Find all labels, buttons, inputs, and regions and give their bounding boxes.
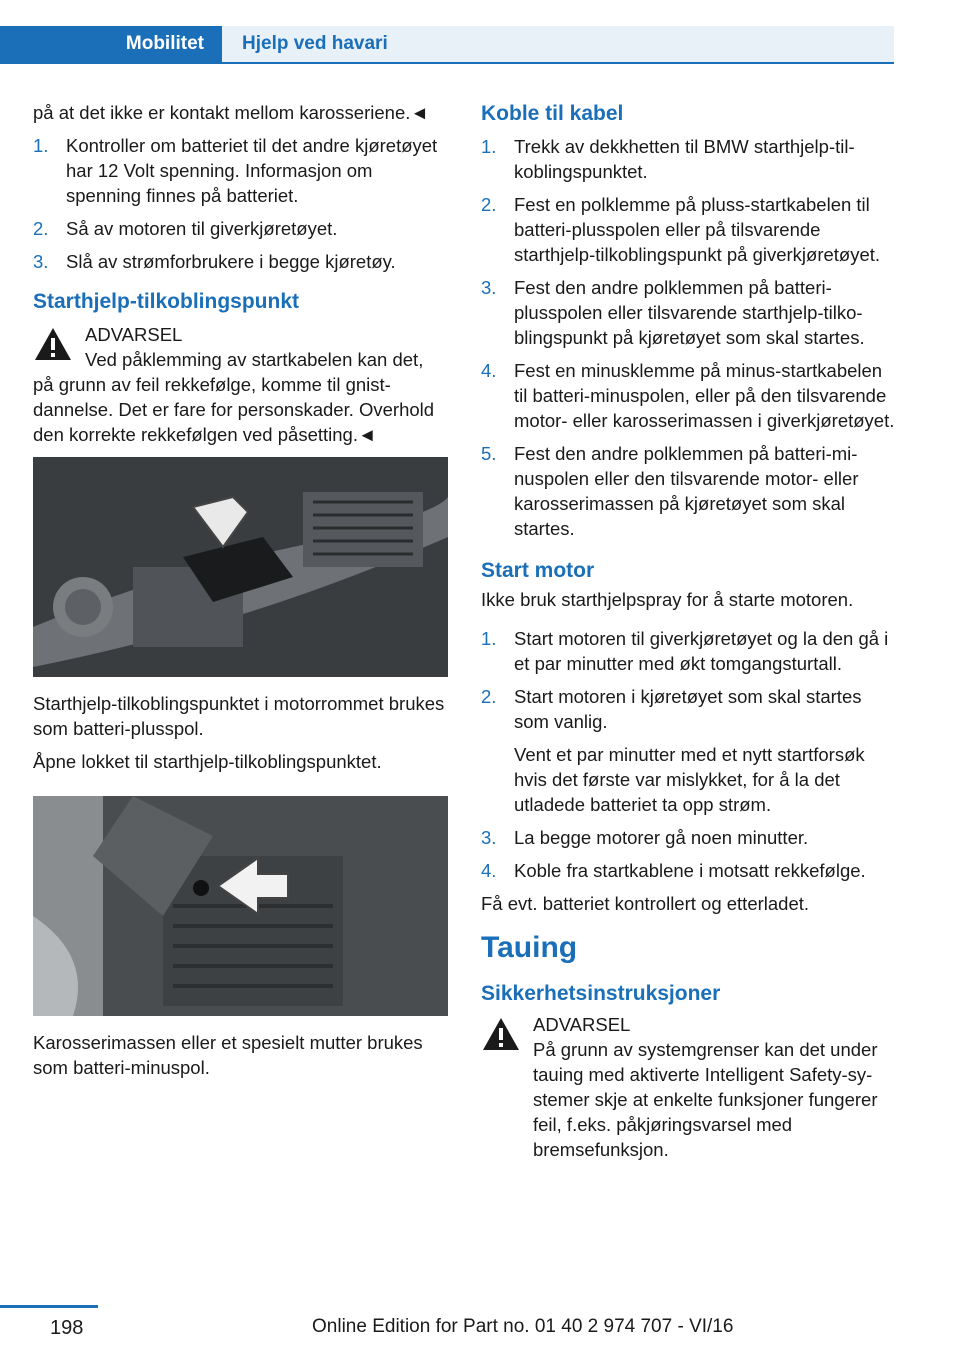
edition-label: Online Edition for Part no. 01 40 2 974 707 - VI/16: [312, 1316, 734, 1337]
section-heading-starthjelp: Starthjelp-tilkoblingspunkt: [33, 290, 299, 313]
tab-mobilitet[interactable]: Mobilitet: [0, 26, 222, 62]
step-number: 5.: [481, 443, 497, 464]
caption-minus-terminal: Karosserimassen eller et spesielt mutter brukes som batteri-minuspol.: [33, 1032, 423, 1078]
left-column: [33, 100, 448, 1088]
step-number: 2.: [33, 218, 49, 239]
warning-text: på grunn av feil rekkefølge, komme til gnistdannelse. Det er fare for personskader. Overhold den korrekte rekkefølgen ved påsetting.◄: [33, 374, 435, 445]
list-item: [481, 441, 895, 541]
step-text: Kontroller om batteriet til det andre kjøretøyet har 12 Volt spenning. Informasjon om spenning finnes på batteriet.: [66, 135, 438, 206]
warning-triangle-icon: [33, 326, 73, 362]
header-tabbar: [0, 26, 894, 64]
page-number: 198: [50, 1317, 84, 1339]
list-item: [481, 825, 895, 850]
warning-box: [481, 1012, 895, 1162]
list-item: [481, 626, 895, 676]
list-item: [33, 216, 448, 241]
prep-steps-list: [33, 133, 448, 274]
step-number: 1.: [481, 136, 497, 157]
step-number: 2.: [481, 194, 497, 215]
footer-accent-line: [0, 1305, 98, 1308]
warning-box: [33, 322, 448, 447]
step-text: Fest den andre polklemmen på batteri-minuspolen eller den tilsvarende motor- eller karosserimassen på kjøretøyet som skal startes.: [514, 443, 859, 539]
start-intro-text: Ikke bruk starthjelpspray for å starte motoren.: [481, 589, 854, 610]
section-heading-sikkerhetsinstruksjoner: Sikkerhetsinstruksjoner: [481, 982, 721, 1005]
list-item: [33, 249, 448, 274]
step-number: 3.: [481, 277, 497, 298]
list-item: [481, 275, 895, 350]
step-text: Start motoren i kjøretøyet som skal startes som vanlig.: [514, 686, 862, 732]
step-number: 2.: [481, 686, 497, 707]
chapter-heading-tauing: Tauing: [481, 931, 578, 964]
step-number: 3.: [33, 251, 49, 272]
list-item: [33, 133, 448, 208]
right-column: [481, 100, 895, 1162]
after-start-text: Få evt. batteriet kontrollert og etterladet.: [481, 893, 810, 914]
step-number: 4.: [481, 360, 497, 381]
step-number: 4.: [481, 860, 497, 881]
warning-lead: Ved påklemming av startkabelen kan det,: [85, 349, 424, 370]
caption-open-lid: Åpne lokket til starthjelp-tilkoblingspunktet.: [33, 751, 382, 772]
list-item: [481, 684, 895, 817]
step-text: Fest den andre polklemmen på batteriplusspolen eller tilsvarende starthjelp-tilkoblingspunkt på kjøretøyet som skal startes.: [514, 277, 865, 348]
list-item: [481, 358, 895, 433]
step-number: 3.: [481, 827, 497, 848]
cable-steps-list: [481, 134, 895, 541]
step-text: Trekk av dekkhetten til BMW starthjelp-tilkoblingspunktet.: [514, 136, 855, 182]
step-text: Fest en minusklemme på minus-startkabelen til batteri-minuspolen, eller på den tilsvarende motor- eller karosserimassen i giverkjøretøyet.: [514, 360, 895, 431]
step-text: Så av motoren til giverkjøretøyet.: [66, 218, 338, 239]
step-subtext: Vent et par minutter med et nytt startforsøk hvis det første var mislykket, for å la det utladede batteriet ta opp strøm.: [514, 744, 865, 815]
step-text: Koble fra startkablene i motsatt rekkefølge.: [514, 860, 866, 881]
section-heading-start-motor: Start motor: [481, 559, 595, 582]
engine-bay-photo-minus-terminal: [33, 796, 448, 1016]
warning-triangle-icon: [481, 1016, 521, 1052]
step-number: 1.: [481, 628, 497, 649]
engine-bay-photo-plus-terminal: [33, 457, 448, 677]
warning-text: På grunn av systemgrenser kan det under tauing med aktiverte Intelligent Safety-systemer skje at enkelte funksjoner fungerer feil, f.eks. påkjøringsvarsel med bremsefunksjon.: [533, 1039, 878, 1160]
intro-text: på at det ikke er kontakt mellom karosseriene.◄: [33, 102, 429, 123]
start-steps-list: [481, 626, 895, 883]
step-text: Start motoren til giverkjøretøyet og la den gå i et par minutter med økt tomgangsturtall.: [514, 628, 889, 674]
step-text: Slå av strømforbrukere i begge kjøretøy.: [66, 251, 396, 272]
list-item: [481, 192, 895, 267]
caption-plus-terminal: Starthjelp-tilkoblingspunktet i motorrommet brukes som batteri-plusspol.: [33, 693, 445, 739]
list-item: [481, 134, 895, 184]
step-number: 1.: [33, 135, 49, 156]
warning-title: ADVARSEL: [85, 324, 183, 345]
list-item: [481, 858, 895, 883]
tab-hjelp-ved-havari[interactable]: Hjelp ved havari: [222, 26, 894, 62]
section-heading-koble-til-kabel: Koble til kabel: [481, 102, 624, 125]
step-text: La begge motorer gå noen minutter.: [514, 827, 809, 848]
warning-title: ADVARSEL: [533, 1014, 631, 1035]
step-text: Fest en polklemme på pluss-startkabelen til batteri-plusspolen eller på tilsvarende starthjelp-tilkoblingspunkt på giverkjøretøyet.: [514, 194, 881, 265]
